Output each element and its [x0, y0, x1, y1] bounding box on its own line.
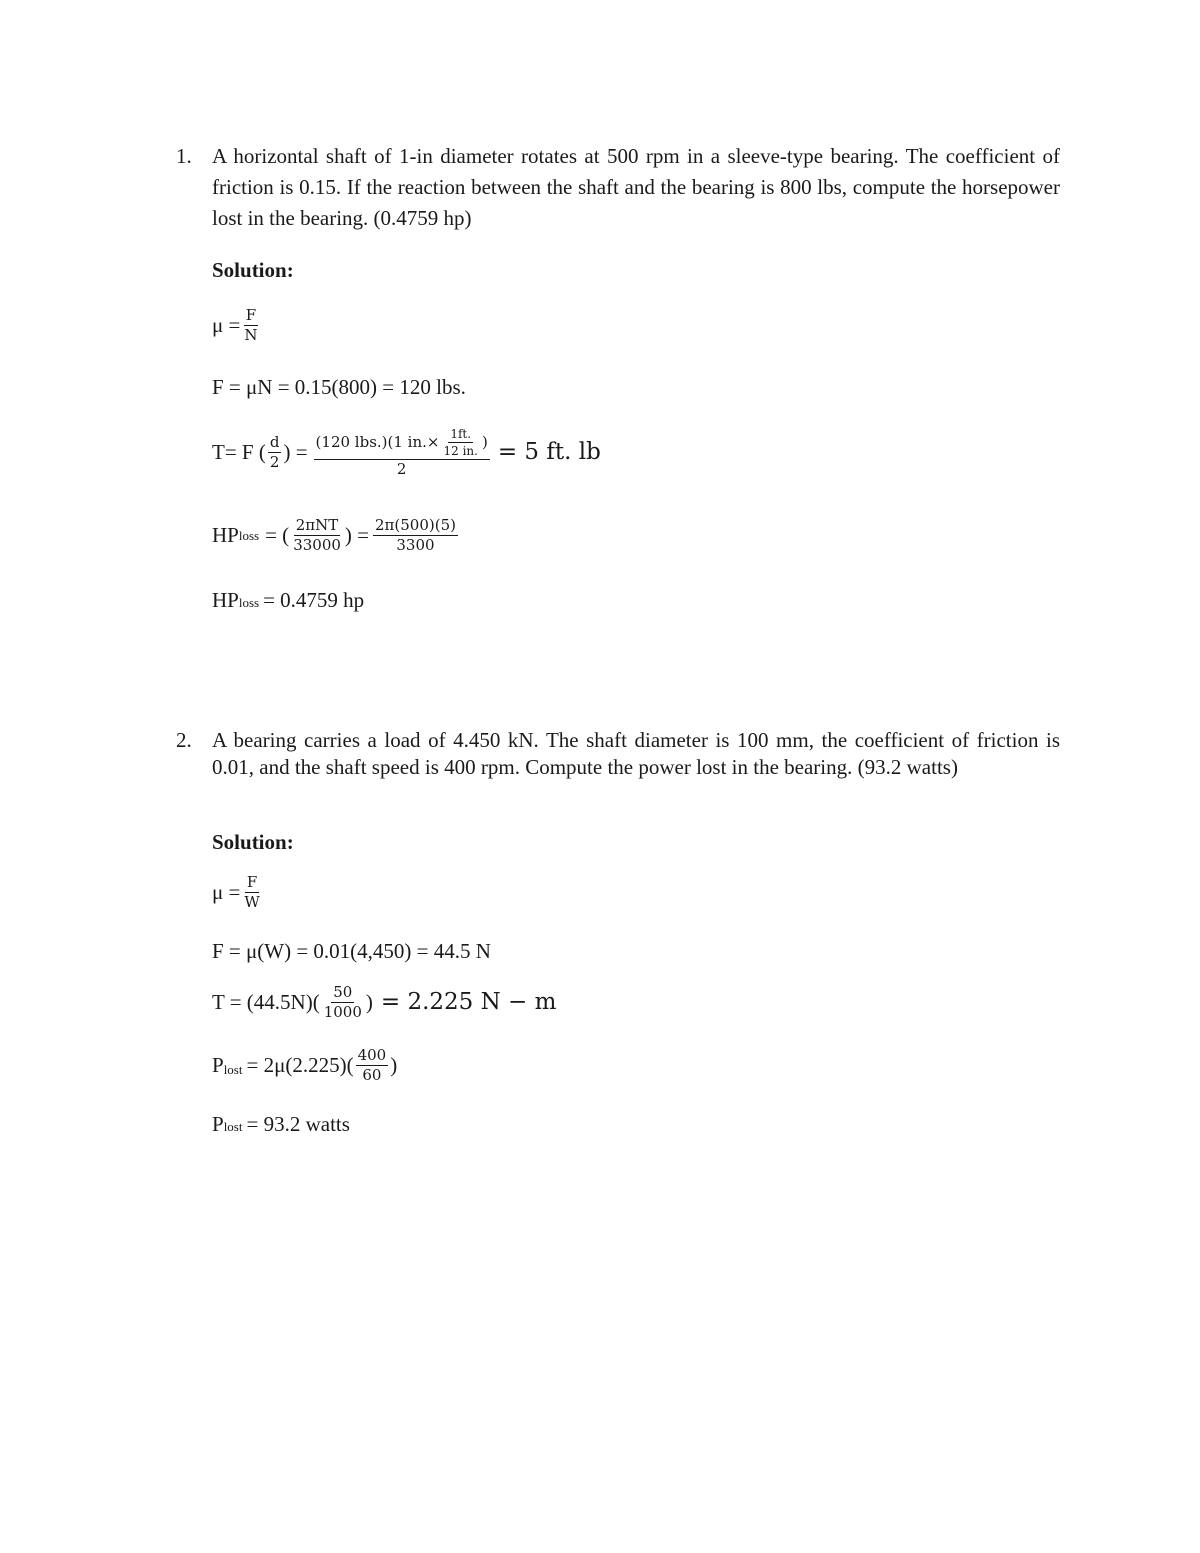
subscript: loss [238, 595, 260, 610]
eq-rhs: = 93.2 watts [246, 1112, 350, 1136]
eq-lhs: T= F ( [212, 440, 266, 464]
eq-lhs: HP [212, 523, 239, 547]
eq-mid: ) [365, 990, 373, 1014]
subscript: lost [223, 1062, 243, 1077]
numerator: 2πNT [295, 516, 339, 534]
equation-power-result [212, 1114, 350, 1135]
problem-number: 1. [176, 144, 192, 168]
equation-hp-result [212, 590, 364, 611]
fraction-torque [314, 428, 490, 477]
eq-rhs: = 0.4759 hp [263, 588, 365, 612]
denominator: 33000 [293, 536, 341, 554]
fraction-hp [291, 518, 343, 553]
eq-lhs: P [212, 1112, 224, 1136]
equation-friction: F = μN = 0.15(800) = 120 lbs. [212, 375, 466, 399]
problem-text: A horizontal shaft of 1-in diameter rotates at 500 rpm in a sleeve-type bearing. The coefficient of friction is 0.15. If the reaction between the shaft and the bearing is 800 lbs, compute the horsepower lost in the bearing. (0.4759 hp) [212, 144, 1060, 230]
equation-mu [212, 875, 264, 910]
fraction [356, 1048, 389, 1083]
subscript: loss [238, 528, 260, 543]
equation-mu [212, 308, 261, 343]
equation-torque [212, 428, 601, 477]
problem-number: 2. [176, 728, 192, 752]
denominator: 2 [396, 460, 407, 478]
eq-mid: ) [390, 1053, 398, 1077]
equation-hp-loss [212, 518, 460, 553]
denominator: 60 [362, 1066, 382, 1084]
fraction [322, 985, 364, 1020]
denominator: 12 in. [443, 444, 478, 458]
problem-1 [176, 141, 1060, 234]
problem-2 [176, 727, 1060, 781]
eq-lhs: HP [212, 588, 239, 612]
torque-result: = 5 ft. lb [497, 439, 601, 465]
denominator: 3300 [396, 536, 435, 554]
equation-power-lost [212, 1048, 397, 1083]
denominator: 2 [269, 453, 280, 471]
solution-heading: Solution: [212, 258, 294, 282]
denominator: W [244, 893, 260, 911]
numerator: d [269, 433, 280, 451]
eq-lhs: P [212, 1053, 224, 1077]
eq-mid: ) = [344, 523, 369, 547]
numerator: 2π(500)(5) [375, 516, 456, 534]
numerator-part: ) [481, 433, 488, 451]
fraction-hp-values [373, 518, 458, 553]
numerator [314, 428, 490, 460]
numerator: F [246, 873, 258, 891]
eq-mid: ) = [283, 440, 308, 464]
subscript: lost [223, 1119, 243, 1134]
eq-mid: = 2μ(2.225)( [246, 1053, 354, 1077]
eq-mid: = ( [265, 523, 290, 547]
fraction-d-over-2 [268, 435, 282, 470]
problem-text: A bearing carries a load of 4.450 kN. The shaft diameter is 100 mm, the coefficient of friction is 0.01, and the shaft speed is 400 rpm. Compute the power lost in the bearing. (93.2 watts) [212, 728, 1060, 779]
torque-result: = 2.225 N − m [380, 989, 557, 1015]
eq-lhs: T = (44.5N)( [212, 990, 320, 1014]
numerator-part: (120 lbs.)(1 in.× [315, 433, 440, 451]
solution-heading: Solution: [212, 830, 294, 854]
eq-lhs: μ = [212, 313, 241, 337]
eq-lhs: μ = [212, 880, 241, 904]
denominator: 1000 [323, 1003, 362, 1021]
numerator: F [245, 306, 257, 324]
numerator: 1ft. [450, 427, 472, 441]
fraction-conversion [441, 428, 479, 457]
fraction [242, 308, 259, 343]
fraction [242, 875, 261, 910]
numerator: 50 [333, 983, 353, 1001]
equation-friction: F = μ(W) = 0.01(4,450) = 44.5 N [212, 939, 491, 963]
denominator: N [244, 326, 258, 344]
equation-torque [212, 985, 556, 1020]
numerator: 400 [357, 1046, 387, 1064]
